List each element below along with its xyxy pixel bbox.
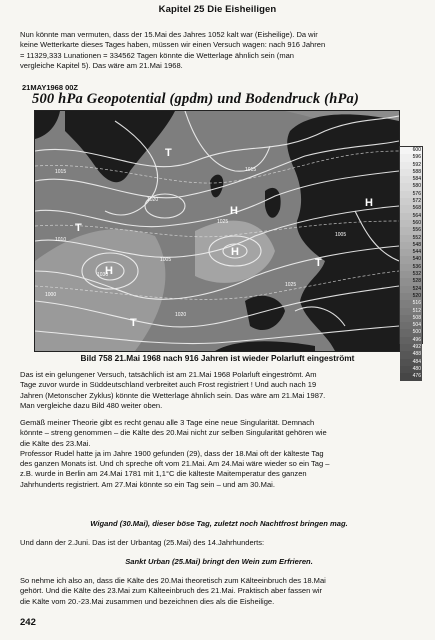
text-line: Nun könnte man vermuten, dass der 15.Mai des Jahres 1052 kalt war (Eisheilige). Da wir xyxy=(20,30,318,39)
legend-item: 584 xyxy=(400,176,422,183)
legend-item: 552 xyxy=(400,235,422,242)
color-scale-legend xyxy=(399,146,423,380)
text-line: Man vergleiche dazu Bild 480 weiter oben. xyxy=(20,400,163,410)
pressure-label: 1020 xyxy=(175,312,187,318)
legend-item: 580 xyxy=(400,183,422,190)
text-line: Tage zuvor wurde in Süddeutschland verbreitet auch Frost registriert ! Und auch nach 19 xyxy=(20,380,317,390)
text-line: des ganzen Monats ist. Und ch spreche oft vom 21.Mai. Am 24.Mai wäre wieder so ein Tag – xyxy=(20,459,330,469)
legend-item: 564 xyxy=(400,213,422,220)
quote-wigand: Wigand (30.Mai), dieser böse Tag, zuletzt noch Nachtfrost bringen mag. xyxy=(90,519,348,528)
quote-sankt-urban: Sankt Urban (25.Mai) bringt den Wein zum Erfrieren. xyxy=(125,557,313,566)
pressure-label: 1010 xyxy=(55,237,67,243)
legend-item: 492 xyxy=(400,344,422,351)
text-line: vergleiche Kapitel 5). Das wäre am 21.Mai 1968. xyxy=(20,60,183,70)
text-line: gehört. Und die Kälte des 23.Mai zum Kälteeinbruch des 21.Mai. Praktisch aber fassen wir xyxy=(20,586,323,596)
high-center-label: H xyxy=(230,205,238,217)
legend-item: 556 xyxy=(400,227,422,234)
text-line: Gemäß meiner Theorie gibt es recht genau alle 3 Tage eine neue Singularität. Demnach xyxy=(20,418,315,427)
text-line: keine Wetterkarte dieses Tages haben, müssen wir einen Versuch wagen: nach 916 Jahren xyxy=(20,40,326,50)
low-center-label: T xyxy=(315,257,322,269)
pressure-label: 1015 xyxy=(245,167,257,173)
legend-item: 536 xyxy=(400,264,422,271)
weather-map xyxy=(34,110,400,352)
legend-item: 600 xyxy=(400,147,422,154)
legend-item: 480 xyxy=(400,366,422,373)
pressure-label: 1005 xyxy=(335,232,347,238)
legend-item: 484 xyxy=(400,359,422,366)
low-center-label: T xyxy=(130,317,137,329)
map-date-label: 21MAY1968 00Z xyxy=(22,83,79,92)
legend-item: 544 xyxy=(400,249,422,256)
legend-item: 560 xyxy=(400,220,422,227)
paragraph-urbantag xyxy=(20,538,418,548)
low-center-label: T xyxy=(165,147,172,159)
iceland-landmass xyxy=(210,175,223,198)
paragraph-conclusion xyxy=(20,576,418,607)
text-line: So nehme ich also an, dass die Kälte des 20.Mai theoretisch zum Kälteeinbruch des 18.Mai xyxy=(20,576,326,585)
text-line: die Kälte des 23.Mai. xyxy=(20,438,91,448)
legend-item: 596 xyxy=(400,154,422,161)
legend-item: 504 xyxy=(400,322,422,329)
legend-item: 568 xyxy=(400,205,422,212)
legend-item: 476 xyxy=(400,373,422,380)
high-center-label: H xyxy=(105,265,113,277)
legend-item: 500 xyxy=(400,329,422,336)
legend-item: 524 xyxy=(400,286,422,293)
low-center-label: T xyxy=(75,222,82,234)
weather-map-graphic xyxy=(35,111,399,351)
text-line: könnte – streng genommen – die Kälte des 20.Mai nicht zur selben Singularität gehören wie xyxy=(20,428,327,438)
chapter-header: Kapitel 25 Die Eisheiligen xyxy=(158,4,277,15)
pressure-label: 1025 xyxy=(285,282,297,288)
text-line: Professor Rudel hatte ja im Jahre 1900 gefunden (29), dass der 18.Mai oft der kälteste Tag xyxy=(20,448,324,458)
legend-item: 496 xyxy=(400,337,422,344)
pressure-label: 1015 xyxy=(55,169,67,175)
legend-item: 548 xyxy=(400,242,422,249)
page-number: 242 xyxy=(20,617,36,628)
iberia-landmass xyxy=(245,296,285,330)
legend-item: 512 xyxy=(400,308,422,315)
text-line: Und dann der 2.Juni. Das ist der Urbantag (25.Mai) des 14.Jahrhunderts: xyxy=(20,538,265,547)
figure-caption: Bild 758 21.Mai 1968 nach 916 Jahren ist wieder Polarluft eingeströmt xyxy=(80,353,355,363)
paragraph-result xyxy=(20,370,418,411)
legend-item: 508 xyxy=(400,315,422,322)
text-line: Jahrhunderts registriert. Am 27.Mai könnte so ein Tag sein – und am 30.Mai. xyxy=(20,479,275,489)
pressure-label: 1005 xyxy=(160,257,172,263)
map-title: 500 hPa Geopotential (gpdm) und Bodendruck (hPa) xyxy=(32,91,359,107)
british-isles-landmass xyxy=(265,188,281,218)
legend-item: 576 xyxy=(400,191,422,198)
legend-item: 488 xyxy=(400,351,422,358)
legend-item: 540 xyxy=(400,256,422,263)
canada-landmass xyxy=(35,111,60,139)
legend-item: 528 xyxy=(400,278,422,285)
legend-item: 572 xyxy=(400,198,422,205)
text-line: die Kälte vom 20.-23.Mai zusammen und bezeichnen dies als die Eisheilige. xyxy=(20,596,275,606)
high-center-label: H xyxy=(231,246,239,258)
legend-item: 520 xyxy=(400,293,422,300)
intro-paragraph xyxy=(20,30,418,71)
paragraph-theory xyxy=(20,418,418,490)
text-line: z.B. wurde in Berlin am 24.Mai 1781 mit 1,1°C die kälteste Maitemperatur des ganzen xyxy=(20,469,307,479)
legend-item: 592 xyxy=(400,162,422,169)
pressure-label: 1020 xyxy=(147,197,159,203)
legend-item: 532 xyxy=(400,271,422,278)
africa-landmass xyxy=(215,341,315,351)
high-center-label: H xyxy=(365,197,373,209)
text-line: = 11329,333 Lunationen = 334562 Tagen könnte die Wetterlage ähnlich sein (man xyxy=(20,50,294,60)
text-line: Das ist ein gelungener Versuch, tatsächlich ist am 21.Mai 1968 Polarluft eingeströmt. Am xyxy=(20,370,317,379)
pressure-label: 1000 xyxy=(45,292,57,298)
text-line: Jahren (Metonscher Zyklus) könnte die Wetterlage ähnlich sein. Das wäre am 21.Mai 1987. xyxy=(20,390,326,400)
pressure-label: 1025 xyxy=(217,219,229,225)
legend-item: 516 xyxy=(400,300,422,307)
pressure-label: 1030 xyxy=(97,272,109,278)
legend-item: 588 xyxy=(400,169,422,176)
